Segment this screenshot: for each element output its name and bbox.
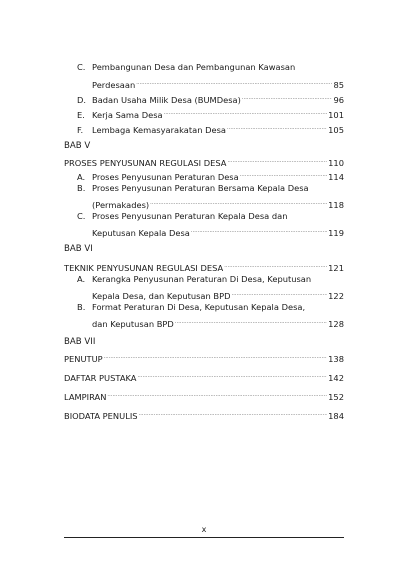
entry-number: B.	[77, 183, 86, 193]
leader-dots	[240, 168, 327, 180]
entry-number: C.	[77, 211, 86, 221]
entry-label-line1	[92, 61, 344, 73]
bab-v-heading: BAB V	[64, 141, 91, 151]
back-matter-label: PENUTUP	[64, 354, 103, 364]
bab-vi-title-entry	[64, 259, 344, 274]
back-matter-page: 142	[328, 373, 344, 383]
toc-entry-vi-a	[77, 273, 344, 285]
leader-dots	[136, 76, 332, 88]
entry-number: D.	[77, 95, 87, 105]
entry-page: 114	[328, 172, 344, 182]
entry-number: C.	[77, 62, 86, 72]
toc-entry-f	[77, 121, 344, 136]
page-number: x	[201, 525, 207, 534]
leader-dots	[107, 388, 327, 400]
chapter-page: 110	[328, 158, 344, 168]
entry-number: E.	[77, 110, 85, 120]
leader-dots	[191, 224, 327, 236]
entry-label: Proses Penyusunan Peraturan Desa	[92, 172, 239, 182]
chapter-title: TEKNIK PENYUSUNAN REGULASI DESA	[64, 263, 224, 273]
entry-label-line2: Kepala Desa, dan Keputusan BPD	[92, 291, 231, 301]
bab-vii-heading: BAB VII	[64, 337, 96, 347]
entry-label: Kerja Sama Desa	[92, 110, 163, 120]
leader-dots	[104, 350, 327, 362]
leader-dots	[137, 369, 327, 381]
leader-dots	[242, 91, 333, 103]
back-matter-page: 138	[328, 354, 344, 364]
back-matter-label: DAFTAR PUSTAKA	[64, 373, 137, 383]
entry-label: Lembaga Kemasyarakatan Desa	[92, 125, 226, 135]
toc-entry-v-a	[77, 168, 344, 183]
toc-entry-v-b	[77, 182, 344, 194]
toc-entry-v-c-cont	[92, 224, 344, 239]
toc-entry-e	[77, 106, 344, 121]
entry-label-line2: Perdesaan	[92, 80, 136, 90]
entry-page: 96	[333, 95, 344, 105]
entry-label-line1: Format Peraturan Di Desa, Keputusan Kepala Desa,	[92, 302, 306, 312]
back-matter-label: BIODATA PENULIS	[64, 411, 138, 421]
entry-page: 85	[333, 80, 344, 90]
leader-dots	[150, 196, 327, 208]
entry-label-line2: Keputusan Kepala Desa	[92, 228, 190, 238]
leader-dots	[164, 106, 328, 118]
entry-number: F.	[77, 125, 84, 135]
entry-label-line2: (Permakades)	[92, 200, 150, 210]
chapter-page: 121	[328, 263, 344, 273]
leader-dots	[224, 259, 327, 271]
entry-number: A.	[77, 172, 86, 182]
footer-rule	[64, 537, 344, 538]
entry-page: 128	[328, 319, 344, 329]
entry-label-text: Pembangunan Desa dan Pembangunan Kawasan	[92, 62, 296, 72]
entry-number: B.	[77, 302, 86, 312]
toc-entry-v-c	[77, 210, 344, 222]
leader-dots	[227, 121, 327, 133]
toc-entry-vi-b-cont	[92, 315, 344, 330]
entry-label: Badan Usaha Milik Desa (BUMDesa)	[92, 95, 241, 105]
toc-entry-vi-b	[77, 301, 344, 313]
toc-entry-c	[77, 61, 344, 73]
leader-dots	[139, 407, 328, 419]
chapter-title: PROSES PENYUSUNAN REGULASI DESA	[64, 158, 227, 168]
back-matter-biodata	[64, 407, 344, 422]
entry-page: 118	[328, 200, 344, 210]
leader-dots	[175, 315, 327, 327]
entry-label-line1: Proses Penyusunan Peraturan Kepala Desa dan	[92, 211, 288, 221]
entry-label-line2: dan Keputusan BPD	[92, 319, 174, 329]
back-matter-page: 184	[328, 411, 344, 421]
back-matter-page: 152	[328, 392, 344, 402]
back-matter-lampiran	[64, 388, 344, 403]
entry-label-line1: Kerangka Penyusunan Peraturan Di Desa, Keputusan	[92, 274, 312, 284]
toc-entry-c-cont	[92, 76, 344, 91]
toc-entry-v-b-cont	[92, 196, 344, 211]
leader-dots	[227, 154, 327, 166]
entry-page: 105	[328, 125, 344, 135]
entry-page: 122	[328, 291, 344, 301]
leader-dots	[232, 287, 328, 299]
entry-number: A.	[77, 274, 86, 284]
entry-label-line1: Proses Penyusunan Peraturan Bersama Kepala Desa	[92, 183, 309, 193]
bab-v-title-entry	[64, 154, 344, 169]
back-matter-daftar-pustaka	[64, 369, 344, 384]
entry-page: 101	[328, 110, 344, 120]
back-matter-penutup	[64, 350, 344, 365]
toc-entry-vi-a-cont	[92, 287, 344, 302]
toc-entry-d	[77, 91, 344, 106]
bab-vi-heading: BAB VI	[64, 244, 93, 254]
entry-page: 119	[328, 228, 344, 238]
back-matter-label: LAMPIRAN	[64, 392, 107, 402]
